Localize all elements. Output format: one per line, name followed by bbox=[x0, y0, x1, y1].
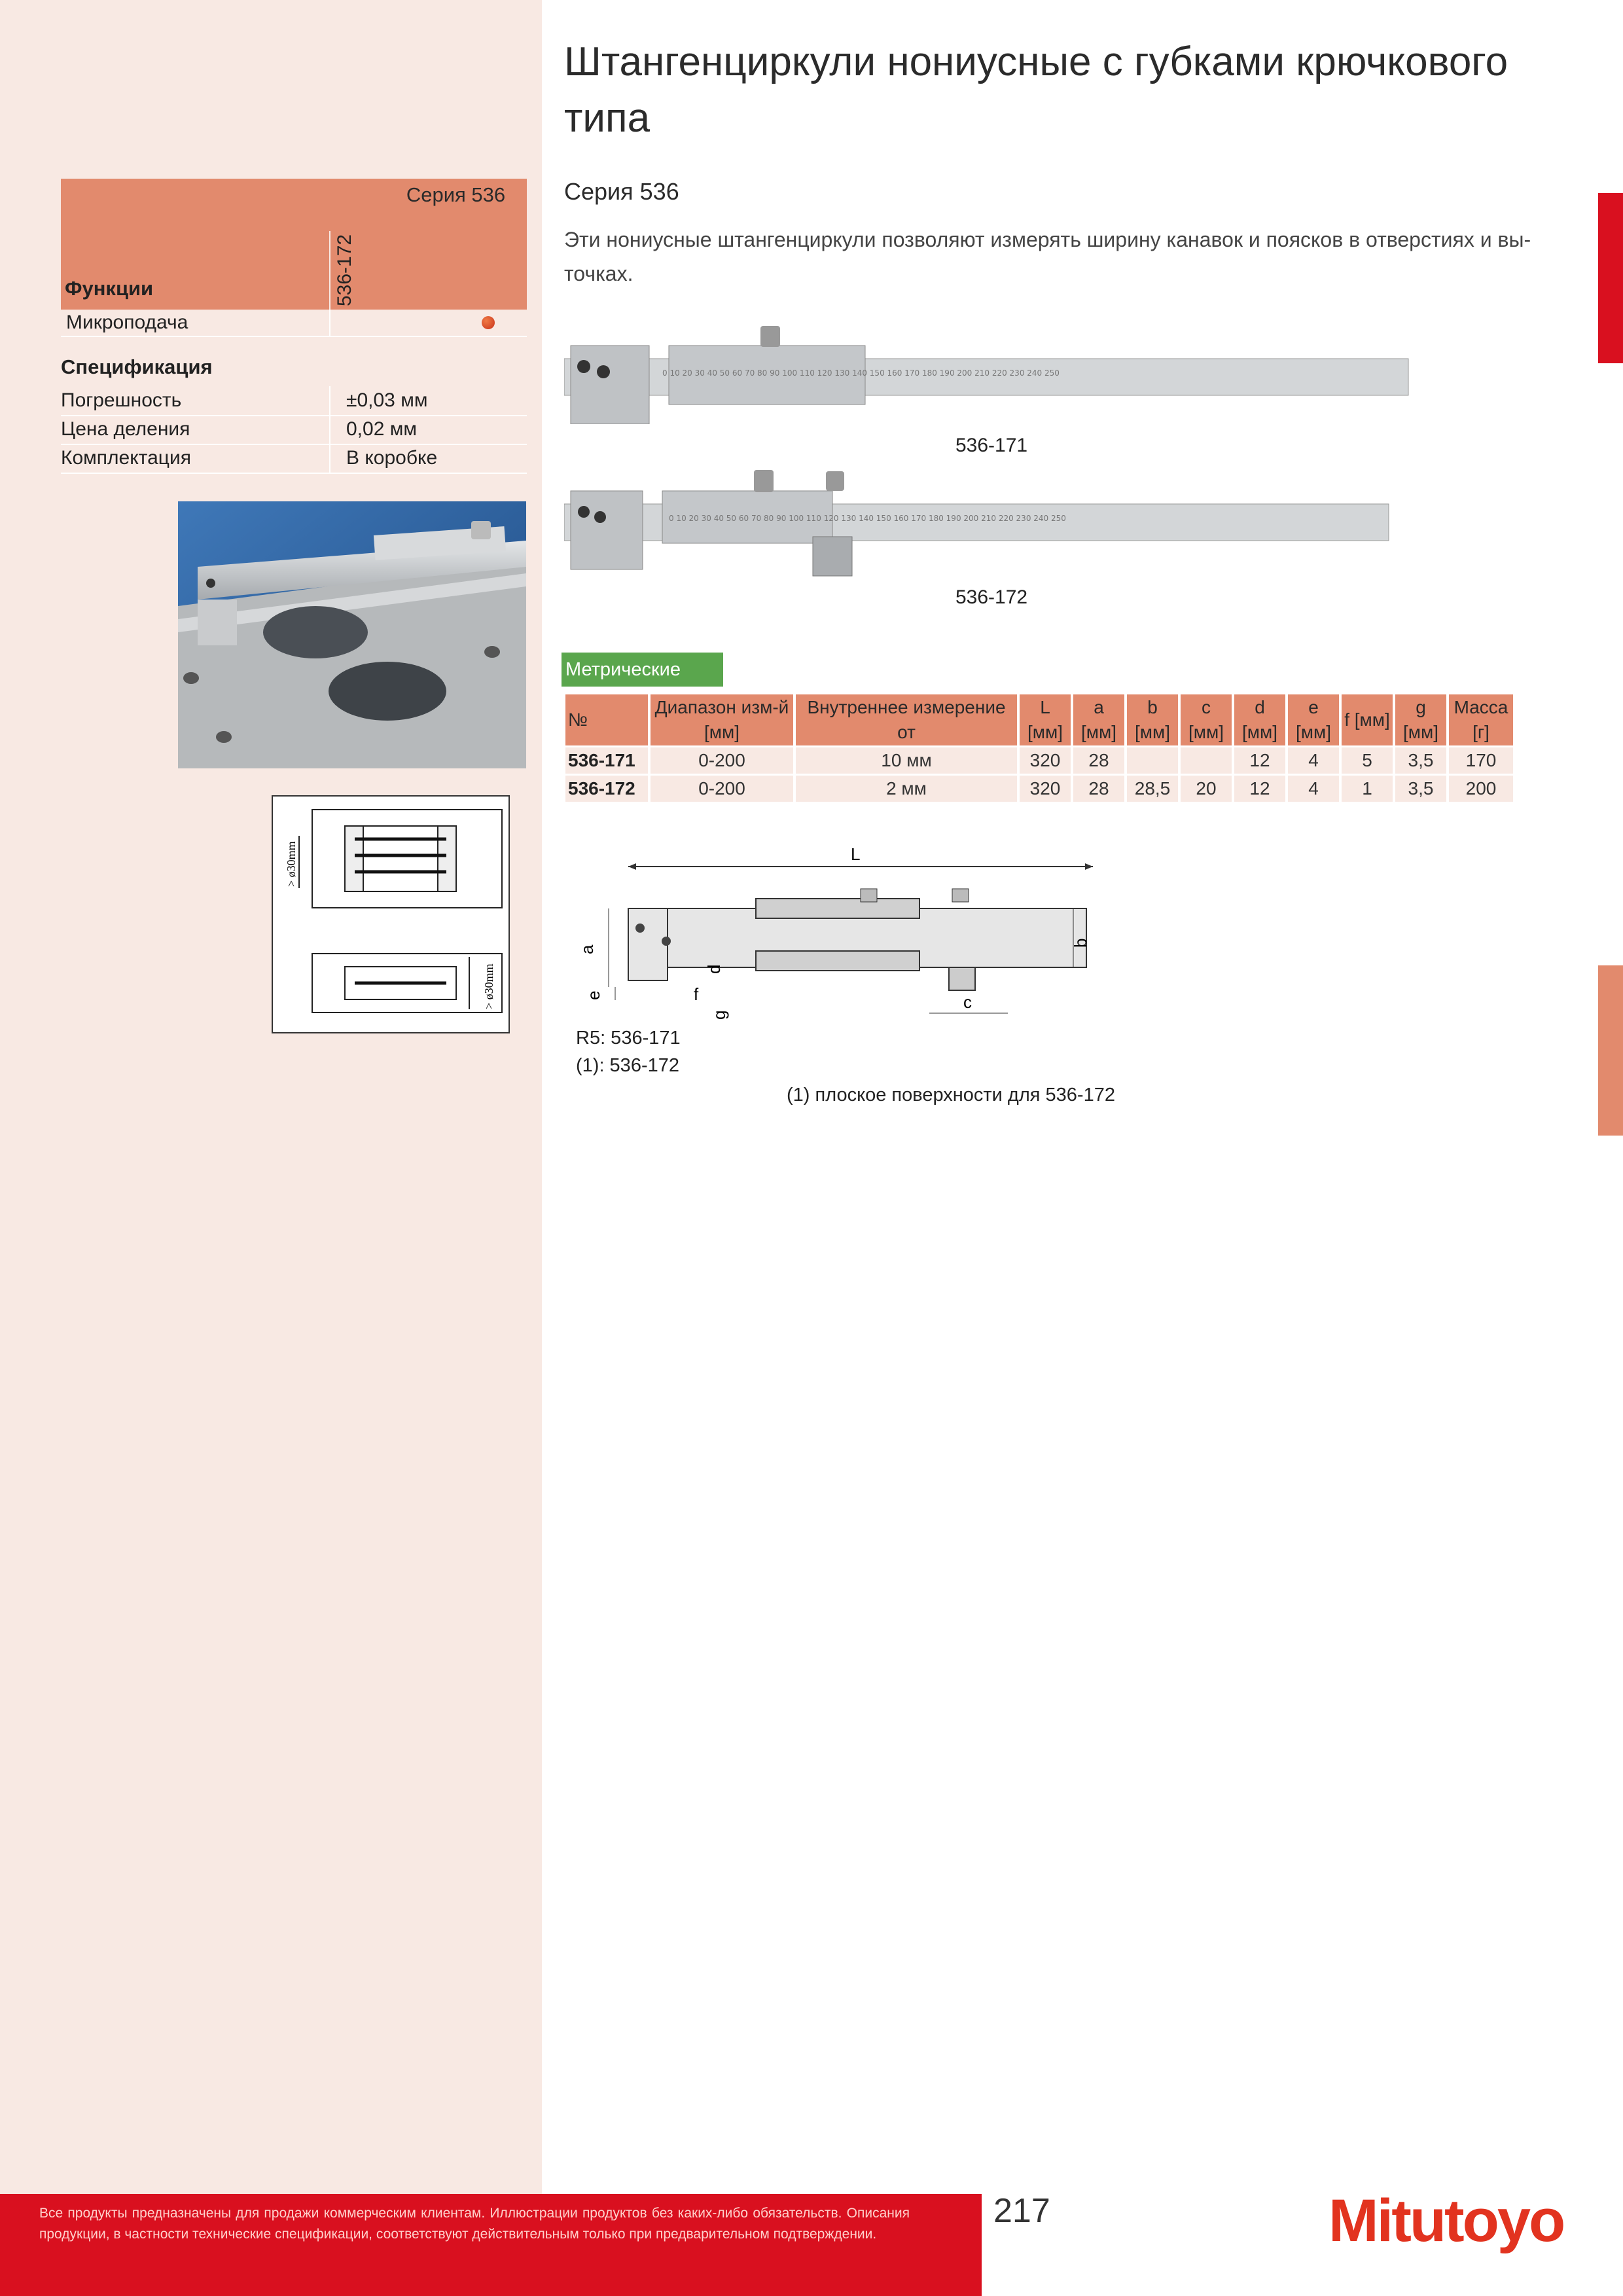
cell: 12 bbox=[1234, 747, 1285, 774]
cell: 20 bbox=[1181, 776, 1232, 802]
cell bbox=[1127, 747, 1178, 774]
page-title: Штангенциркули нониусные с губками крючкового типа bbox=[564, 39, 1508, 141]
cell: 320 bbox=[1020, 747, 1071, 774]
cell: 170 bbox=[1449, 747, 1513, 774]
cell bbox=[1181, 747, 1232, 774]
divider bbox=[329, 444, 330, 473]
spec-row bbox=[61, 386, 527, 416]
usage-label-2: > ø30mm bbox=[482, 963, 495, 1009]
th-d: d [мм] bbox=[1234, 694, 1285, 745]
disclaimer: Все продукты предназначены для продажи коммерческим клиентам. Иллюстрации продуктов без каких-либо обязательств. Описания продукции, в частности технические спецификации, соответствуют действительным только при предварительном подтверждении. bbox=[39, 2206, 910, 2242]
divider bbox=[329, 310, 330, 336]
page-number: 217 bbox=[993, 2192, 1050, 2230]
technical-drawing bbox=[563, 843, 1119, 1092]
footer bbox=[0, 2194, 982, 2296]
svg-text:0 10 20 30 40 50 60 70 80 90 1: 0 10 20 30 40 50 60 70 80 90 100 110 120 130 140 150 160 170 180 190 200 210 220 230 240 250 bbox=[662, 368, 1060, 378]
spec-header bbox=[61, 179, 527, 310]
product-image-536-171 bbox=[564, 319, 1415, 424]
th-range: Диапазон изм-й [мм] bbox=[651, 694, 793, 745]
spec-row bbox=[61, 444, 527, 474]
label-a: a bbox=[577, 944, 597, 954]
specs-table bbox=[563, 692, 1516, 804]
footnote: (1) плоское поверхности для 536-172 bbox=[787, 1085, 1115, 1105]
divider bbox=[329, 415, 330, 444]
cell: 3,5 bbox=[1395, 776, 1446, 802]
application-photo bbox=[178, 501, 526, 768]
cell: 10 мм bbox=[796, 747, 1017, 774]
series-label: Серия 536 bbox=[564, 178, 679, 205]
usage-diagram bbox=[272, 795, 510, 1033]
cell: 536-171 bbox=[565, 747, 648, 774]
label-d: d bbox=[704, 964, 724, 974]
divider bbox=[329, 231, 330, 310]
cell: 536-172 bbox=[565, 776, 648, 802]
label-e: e bbox=[584, 990, 603, 1000]
label-g: g bbox=[709, 1010, 729, 1020]
cell: 28 bbox=[1073, 747, 1124, 774]
cell: 320 bbox=[1020, 776, 1071, 802]
spec-series: Серия 536 bbox=[406, 183, 506, 206]
cell: 12 bbox=[1234, 776, 1285, 802]
th-g: g [мм] bbox=[1395, 694, 1446, 745]
spec-key: Цена деления bbox=[61, 418, 190, 440]
cell: 28 bbox=[1073, 776, 1124, 802]
description: Эти нониусные штангенциркули позволяют измерять ширину канавок и поясков в отверстиях и вы-точках. bbox=[564, 228, 1531, 285]
cell: 2 мм bbox=[796, 776, 1017, 802]
th-c: c [мм] bbox=[1181, 694, 1232, 745]
cell: 3,5 bbox=[1395, 747, 1446, 774]
label-c: c bbox=[963, 992, 972, 1012]
feature-dot-icon bbox=[482, 316, 495, 329]
model-vertical-label: 536-172 bbox=[334, 234, 355, 306]
label-f: f bbox=[694, 984, 699, 1004]
note-rs1: R5: 536-171 bbox=[576, 1028, 681, 1049]
side-tab-salmon[interactable] bbox=[1598, 965, 1623, 1136]
spec-value: В коробке bbox=[346, 447, 438, 469]
usage-label-1: > ø30mm bbox=[285, 841, 298, 887]
th-f: f [мм] bbox=[1342, 694, 1393, 745]
side-tab-red[interactable] bbox=[1598, 193, 1623, 363]
note-rs2: (1): 536-172 bbox=[576, 1055, 679, 1076]
label-L: L bbox=[851, 844, 861, 864]
feature-row bbox=[61, 310, 527, 337]
th-a: a [мм] bbox=[1073, 694, 1124, 745]
cell: 28,5 bbox=[1127, 776, 1178, 802]
spec-value: 0,02 мм bbox=[346, 418, 417, 440]
product-image-536-172 bbox=[564, 465, 1415, 583]
cell: 4 bbox=[1288, 776, 1339, 802]
cell: 200 bbox=[1449, 776, 1513, 802]
spec-key: Комплектация bbox=[61, 447, 191, 469]
table-row bbox=[565, 747, 1513, 774]
cell: 0-200 bbox=[651, 747, 793, 774]
tab-metric[interactable]: Метрические bbox=[562, 653, 723, 687]
spec-value: ±0,03 мм bbox=[346, 389, 428, 411]
spec-row bbox=[61, 415, 527, 445]
caption-536-171: 536-171 bbox=[955, 435, 1028, 456]
functions-label: Функции bbox=[65, 277, 154, 300]
spec-key: Погрешность bbox=[61, 389, 182, 411]
label-b: b bbox=[1071, 938, 1090, 948]
th-inner: Внутреннее измерение от bbox=[796, 694, 1017, 745]
svg-text:Mitutoyo: Mitutoyo bbox=[1329, 2189, 1564, 2254]
cell: 1 bbox=[1342, 776, 1393, 802]
table-row bbox=[565, 776, 1513, 802]
th-b: b [мм] bbox=[1127, 694, 1178, 745]
feature-label: Микроподача bbox=[66, 312, 188, 333]
svg-text:0 10 20 30 40 50 60 70 80 90 1: 0 10 20 30 40 50 60 70 80 90 100 110 120 130 140 150 160 170 180 190 200 210 220 230 240 250 bbox=[669, 514, 1066, 523]
caption-536-172: 536-172 bbox=[955, 586, 1028, 608]
left-column bbox=[0, 0, 542, 2296]
th-e: e [мм] bbox=[1288, 694, 1339, 745]
cell: 5 bbox=[1342, 747, 1393, 774]
cell: 0-200 bbox=[651, 776, 793, 802]
divider bbox=[329, 386, 330, 415]
mitutoyo-logo bbox=[1329, 2189, 1585, 2261]
th-mass: Масса [г] bbox=[1449, 694, 1513, 745]
cell: 4 bbox=[1288, 747, 1339, 774]
spec-title: Спецификация bbox=[61, 355, 213, 378]
th-L: L [мм] bbox=[1020, 694, 1071, 745]
th-no: № bbox=[565, 694, 648, 745]
